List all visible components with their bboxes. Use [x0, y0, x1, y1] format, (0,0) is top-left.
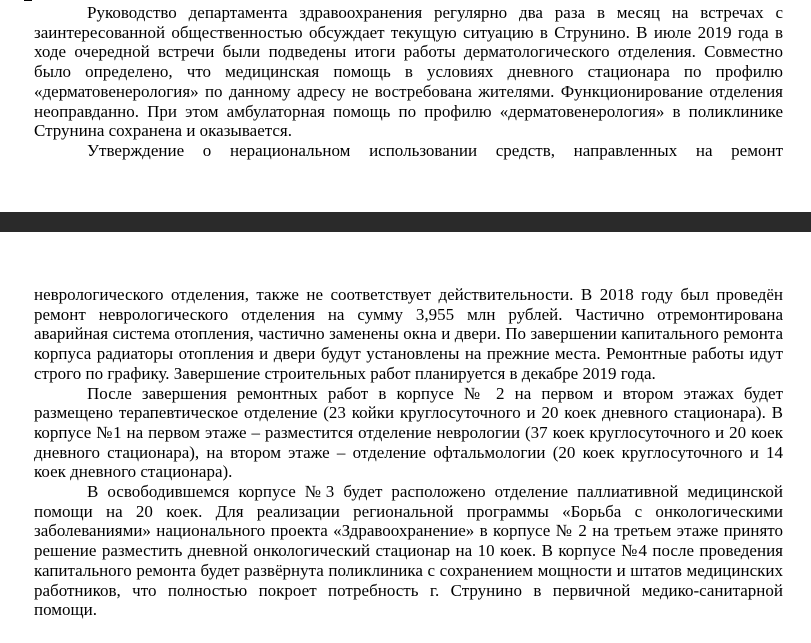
- paragraph-neurology-repair: неврологического отделения, также не соответствует действительности. В 2018 году был проведён ремонт неврологического отделения на сумму 3,955 млн рублей. Частично отремонтирована аварийная система отопления, частично заменены окна и двери. По завершении капитального ремонта корпуса радиаторы отопления и двери будут установлены на прежние места. Ремонтные работы идут строго по графику. Завершение строительных работ планируется в декабре 2019 года.: [34, 285, 783, 383]
- paragraph-department-meetings: Руководство департамента здравоохранения регулярно два раза в месяц на встречах с заинтересованной общественностью обсуждает текущую ситуацию в Струнино. В июле 2019 года в ходе очередной встречи были подведены итоги работы дерматологического отделения. Совместно было определено, что медицинская помощь в условиях дневного стационара по профилю «дерматовенерология» по данному адресу не востребована жителями. Функционирование отделения неоправданно. При этом амбулаторная помощь по профилю «дерматовенерология» в поликлинике Струнина сохранена и оказывается.: [34, 3, 783, 141]
- page-top: [0, 0, 811, 212]
- page-edge-mark: [24, 0, 32, 1]
- paragraph-repair-statement-start: Утверждение о нерациональном использовании средств, направленных на ремонт: [87, 140, 783, 160]
- paragraph-building-3-plans: В освободившемся корпусе №3 будет расположено отделение паллиативной медицинской помощи на 20 коек. Для реализации региональной программы «Борьба с онкологическими заболеваниями» национального проекта «Здравоохранение» в корпусе № 2 на третьем этаже принято решение разместить дневной онкологический стационар на 10 коек. В корпусе №4 после проведения капитального ремонта будет развёрнута поликлиника с сохранением мощности и штатов медицинских работников, что полностью покроет потребность г. Струнино в первичной медико-санитарной помощи.: [34, 482, 783, 620]
- page-bottom-text: [34, 285, 783, 620]
- page-bottom: [0, 232, 811, 643]
- paragraph-building-2-plans: После завершения ремонтных работ в корпусе № 2 на первом и втором этажах будет размещено терапевтическое отделение (23 койки круглосуточного и 20 коек дневного стационара). В корпусе №1 на первом этаже – разместится отделение неврологии (37 коек круглосуточного и 20 коек дневного стационара), на втором этаже – отделение офтальмологии (20 коек круглосуточного и 14 коек дневного стационара).: [34, 383, 783, 482]
- page-separator: [0, 212, 811, 232]
- page-top-text: [34, 3, 783, 161]
